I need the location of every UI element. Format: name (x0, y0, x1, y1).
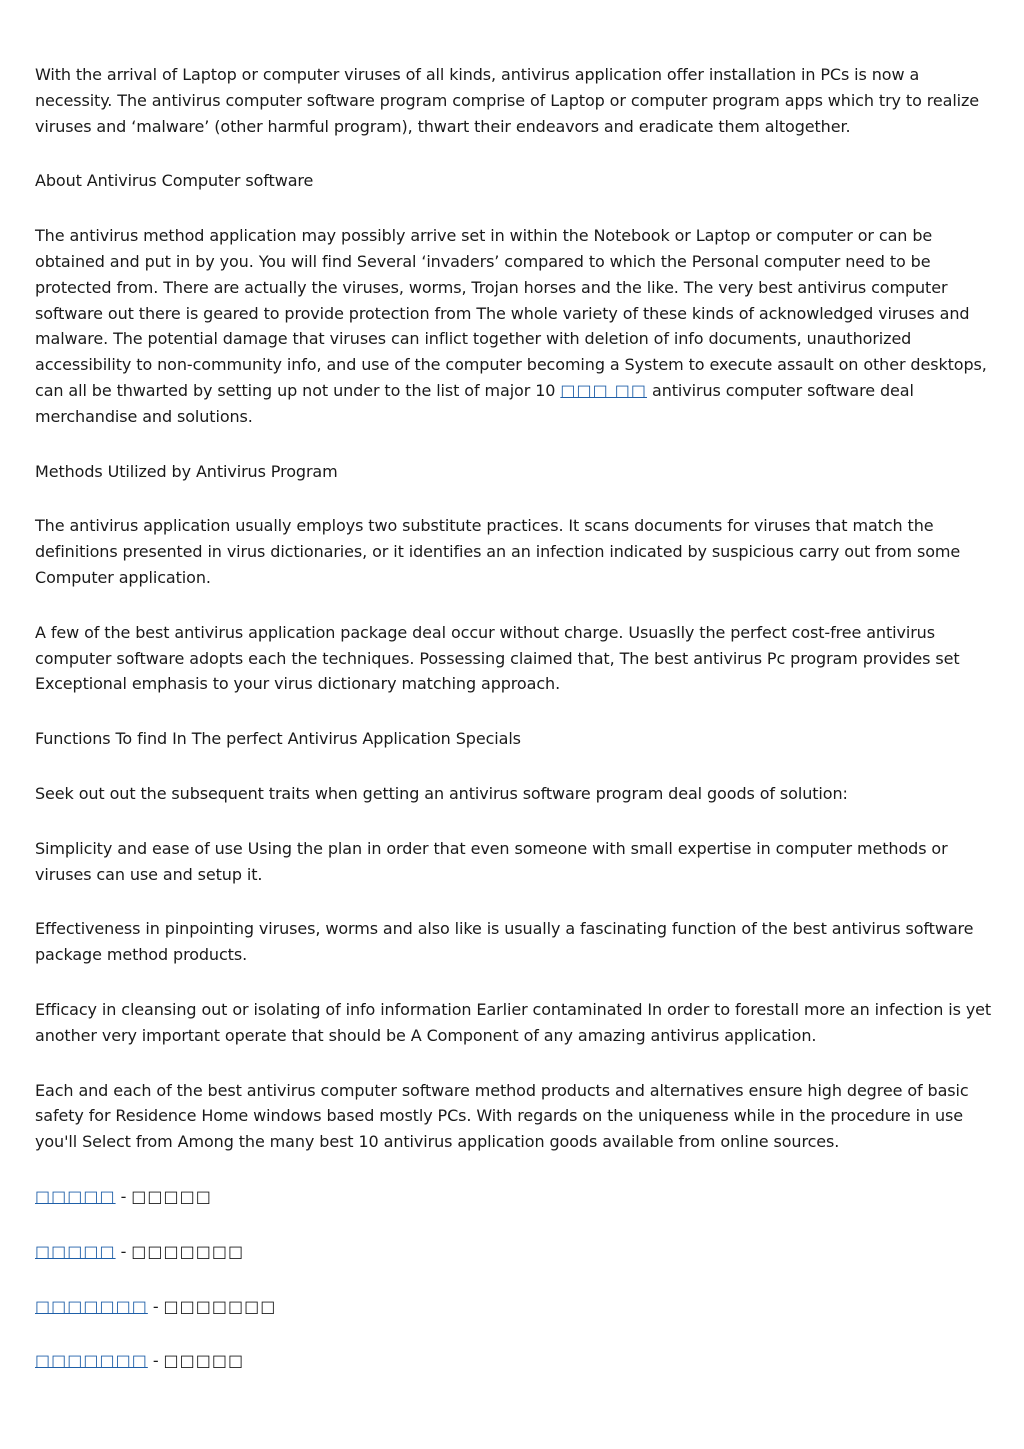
document-body (35, 62, 993, 1403)
efficacy-paragraph: Efficacy in cleansing out or isolating of info information Earlier contaminated In order to forestall more an infection is yet another very important operate that should be A Component of any amazing antivirus application. (35, 999, 992, 1045)
simplicity-paragraph: Simplicity and ease of use Using the plan in order that even someone with small expertise in computer methods or viruses can use and setup it. (35, 838, 948, 884)
about-paragraph (35, 223, 993, 429)
list-separator: - (115, 1241, 132, 1261)
link-list-item (35, 1184, 993, 1210)
list-link[interactable]: □□□□□ (35, 1241, 116, 1261)
list-text: □□□□□□□ (163, 1296, 277, 1316)
list-text: □□□□□□□ (131, 1241, 245, 1261)
about-inline-link[interactable]: □□□ □□ (560, 380, 648, 400)
seek-paragraph: Seek out out the subsequent traits when getting an antivirus software program deal goods of solution: (35, 783, 848, 803)
link-list-item (35, 1239, 993, 1265)
each-paragraph: Each and each of the best antivirus computer software method products and alternatives ensure high degree of basic safety for Residence Home windows based mostly PCs. With regards on the uniqueness while in the procedure in use you'll Select from Among the many best 10 antivirus application goods available from online sources. (35, 1080, 969, 1152)
functions-heading: Functions To find In The perfect Antivirus Application Specials (35, 729, 521, 749)
about-text-after-link: antivirus computer software deal merchandise and solutions. (35, 380, 914, 426)
intro-paragraph: With the arrival of Laptop or computer viruses of all kinds, antivirus application offer installation in PCs is now a necessity. The antivirus computer software program comprise of Laptop or computer program apps which try to realize viruses and ‘malware’ (other harmful program), thwart their endeavors and eradicate them altogether. (35, 65, 980, 136)
list-separator: - (115, 1186, 132, 1206)
list-separator: - (147, 1296, 164, 1316)
methods-heading: Methods Utilized by Antivirus Program (35, 461, 338, 481)
effectiveness-paragraph: Effectiveness in pinpointing viruses, worms and also like is usually a fascinating function of the best antivirus software package method products. (35, 919, 974, 965)
list-link[interactable]: □□□□□ (35, 1186, 116, 1206)
link-list-item (35, 1294, 993, 1320)
list-separator: - (147, 1351, 164, 1371)
link-list-item (35, 1348, 993, 1374)
methods-paragraph: The antivirus application usually employs two substitute practices. It scans documents for viruses that match the definitions presented in virus dictionaries, or it identifies an an infection indicated by suspicious carry out from some Computer application. (35, 516, 961, 587)
list-text: □□□□□ (131, 1186, 212, 1206)
list-link[interactable]: □□□□□□□ (35, 1296, 148, 1316)
list-text: □□□□□ (163, 1351, 245, 1371)
about-text-before-link: The antivirus method application may possibly arrive set in within the Notebook or Laptop or computer or can be obtained and put in by you. You will find Several ‘invaders’ compared to which the Personal computer need to be protected from. There are actually the viruses, worms, Trojan horses and the like. The very best antivirus computer software out there is geared to provide protection from The whole variety of these kinds of acknowledged viruses and malware. The potential damage that viruses can inflict together with deletion of info documents, unauthorized accessibility to non-community info, and use of the computer becoming a System to execute assault on other desktops, can all be thwarted by setting up not under to the list of major 10 (35, 226, 987, 400)
about-heading: About Antivirus Computer software (35, 171, 314, 191)
list-link[interactable]: □□□□□□□ (35, 1351, 148, 1371)
few-best-paragraph: A few of the best antivirus application package deal occur without charge. Usuaslly the perfect cost-free antivirus computer software adopts each the techniques. Possessing claimed that, The best antivirus Pc program provides set Exceptional emphasis to your virus dictionary matching approach. (35, 622, 960, 694)
